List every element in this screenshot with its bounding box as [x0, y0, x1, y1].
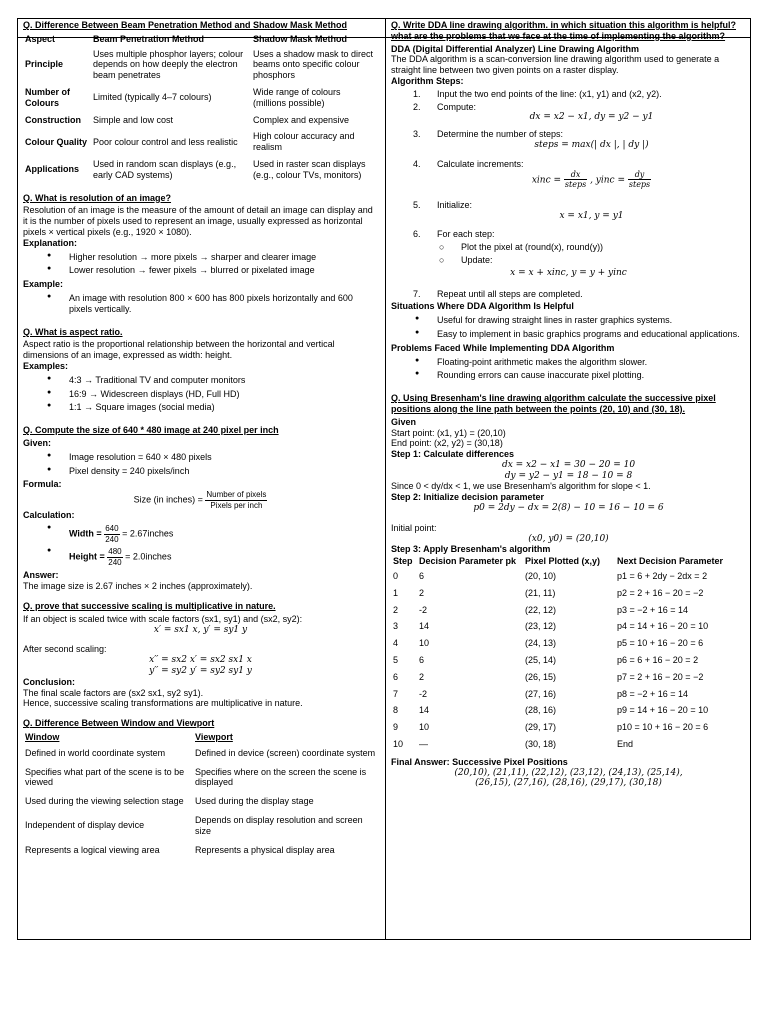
resolution-title: Q. What is resolution of an image? — [23, 192, 172, 203]
table-row — [391, 568, 746, 585]
bresenham-title: Q. Using Bresenham's line drawing algorithm calculate the successive pixel positions along the line path between the points (20, 10) and (30, 18). — [391, 393, 716, 414]
list-item: ● Useful for drawing straight lines in raster graphics systems. — [391, 315, 746, 326]
table-cell: End — [617, 739, 634, 750]
eq-part: , yinc = — [590, 175, 625, 186]
table-cell: Represents a physical display area — [195, 844, 335, 855]
step-text: Compute: — [437, 101, 477, 112]
list-item: ● Image resolution = 640 × 480 pixels — [23, 452, 378, 463]
table-cell: p4 = 14 + 16 − 20 = 10 — [617, 621, 709, 632]
step-text: Initialize: — [437, 199, 473, 210]
table-row — [391, 618, 746, 635]
table-row — [391, 602, 746, 619]
left-column — [23, 20, 378, 859]
width-label: Width = — [69, 528, 102, 539]
list-item: ● Rounding errors can cause inaccurate pixel plotting. — [391, 370, 746, 381]
eq-den: steps — [564, 180, 587, 190]
list-item: ● Higher resolution → more pixels → sharper and clearer image — [23, 252, 378, 263]
update-equation: x = x + xinc, y = y + yinc — [510, 267, 627, 278]
formula — [23, 490, 378, 510]
table-cell: -2 — [419, 688, 428, 699]
beam-header-cell: Beam Penetration Method — [93, 33, 205, 44]
table-cell: 14 — [419, 621, 430, 632]
list-item: 4. Calculate increments: xinc = $\frac{dx}{\text{steps}}$ , yinc = $\frac{dy}{\text{steps}}$ — [391, 159, 746, 190]
table-cell: (29, 17) — [525, 722, 557, 733]
table-row — [23, 811, 378, 841]
slope-note: Since 0 < dy/dx < 1, we use Bresenham's algorithm for slope < 1. — [391, 481, 651, 492]
beam-header-cell: Aspect — [25, 33, 56, 44]
table-row — [23, 128, 378, 156]
conclusion-1: The final scale factors are (sx2 sx1, sy2 sy1). — [23, 687, 204, 698]
resolution-definition: Resolution of an image is the measure of the amount of detail an image can display and it is the number of pixels used to represent an image, usually expressed as horizontal pixels × vertical pixels (e.g., 1920 × 1080). — [23, 205, 373, 237]
step-equation: x = x1, y = y1 — [559, 210, 624, 221]
table-row — [391, 686, 746, 703]
scaling-eq3: y′′ = sy2 y′ = sy2 sy1 y — [149, 666, 252, 677]
table-cell: p3 = −2 + 16 = 14 — [617, 604, 689, 615]
formula-label: Formula: — [23, 479, 62, 490]
table-row — [23, 112, 378, 129]
table-cell: 14 — [419, 705, 430, 716]
table-row — [391, 635, 746, 652]
table-cell: Uses multiple phosphor layers; colour depends on how deeply the electron beam penetrates — [93, 48, 244, 81]
bres-header-cell: Decision Parameter pk — [419, 556, 517, 567]
height-calc — [23, 547, 378, 567]
table-cell: 10 — [419, 638, 430, 649]
steps-label: Algorithm Steps: — [391, 75, 464, 86]
final-line-2: (26,15), (27,16), (28,16), (29,17), (30,18) — [475, 778, 662, 789]
table-cell: Specifies what part of the scene is to be viewed — [25, 766, 185, 788]
example-label: Example: — [23, 279, 64, 290]
bresenham-header-row — [391, 555, 746, 568]
table-cell: (21, 11) — [525, 587, 556, 598]
start-point: Start point: (x1, y1) = (20,10) — [391, 427, 506, 438]
table-cell: p7 = 2 + 16 − 20 = −2 — [617, 671, 704, 682]
table-cell: 9 — [393, 722, 399, 733]
table-cell: p5 = 10 + 16 − 20 = 6 — [617, 638, 704, 649]
conclusion-label: Conclusion: — [23, 676, 75, 687]
table-cell: Specifies where on the screen the scene is displayed — [195, 766, 367, 788]
window-header-cell: Window — [25, 732, 60, 743]
table-row — [391, 669, 746, 686]
width-result: = 2.67inches — [122, 528, 174, 539]
p0-equation: p0 = 2dy − dx = 2(8) − 10 = 16 − 10 = 6 — [473, 503, 664, 514]
height-label: Height = — [69, 551, 105, 562]
step-text: Calculate increments: — [437, 158, 524, 169]
width-calc — [23, 524, 378, 544]
table-row — [23, 841, 378, 860]
table-row — [23, 744, 378, 763]
eq-num: dx — [564, 170, 587, 181]
table-cell: Construction — [25, 114, 81, 125]
table-cell: Independent of display device — [25, 820, 145, 831]
height-num: 480 — [108, 547, 122, 557]
dda-title: Q. Write DDA line drawing algorithm. in which situation this algorithm is helpful? what are the problems that we face at the time of implementing the algorithm? — [391, 20, 737, 41]
beam-header-row — [23, 33, 378, 46]
table-cell: (27, 16) — [525, 688, 557, 699]
table-row — [391, 736, 746, 753]
column-divider — [385, 19, 386, 939]
formula-denominator: Pixels per inch — [210, 500, 263, 510]
table-row — [23, 156, 378, 184]
width-den: 240 — [105, 534, 119, 544]
table-cell: 10 — [393, 739, 404, 750]
table-cell: p8 = −2 + 16 = 14 — [617, 688, 689, 699]
width-num: 640 — [105, 524, 119, 534]
table-cell: Used in raster scan displays (e.g., colour TVs, monitors) — [253, 158, 366, 180]
aspect-title: Q. What is aspect ratio. — [23, 326, 123, 337]
bres-header-cell: Pixel Plotted (x,y) — [525, 556, 601, 567]
table-cell: 8 — [393, 705, 399, 716]
list-item: ● Floating-point arithmetic makes the algorithm slower. — [391, 357, 746, 368]
list-item: 2. Compute: dx = x2 − x1, dy = y2 − y1 — [391, 102, 746, 124]
list-item: ● Easy to implement in basic graphics programs and educational applications. — [391, 329, 746, 340]
table-cell: 7 — [393, 688, 399, 699]
answer-text: The image size is 2.67 inches × 2 inches (approximately). — [23, 581, 253, 592]
sub-item: ○ Update: — [391, 255, 746, 266]
table-cell: 5 — [393, 655, 399, 666]
after-label: After second scaling: — [23, 644, 107, 655]
bres-header-cell: Step — [393, 556, 413, 567]
table-row — [391, 719, 746, 736]
helpful-label: Situations Where DDA Algorithm Is Helpful — [391, 301, 574, 312]
table-cell: 3 — [393, 621, 399, 632]
step1-label: Step 1: Calculate differences — [391, 449, 515, 460]
dy-equation: dy = y2 − y1 = 18 − 10 = 8 — [504, 470, 633, 481]
table-cell: Applications — [25, 164, 80, 175]
given-label: Given: — [23, 437, 52, 448]
beam-title: Q. Difference Between Beam Penetration Method and Shadow Mask Method — [23, 20, 348, 30]
table-cell: Uses a shadow mask to direct beams onto specific colour phosphors — [253, 48, 374, 81]
table-cell: (30, 18) — [525, 739, 557, 750]
window-table — [23, 731, 378, 859]
initial-label: Initial point: — [391, 522, 437, 533]
width-fraction — [104, 524, 119, 544]
answer-label: Answer: — [23, 570, 59, 581]
table-cell: Simple and low cost — [93, 114, 174, 125]
table-row — [23, 792, 378, 811]
table-cell: (26, 15) — [525, 671, 557, 682]
list-item: ● 1:1 → Square images (social media) — [23, 402, 378, 413]
table-cell: p10 = 10 + 16 − 20 = 6 — [617, 722, 709, 733]
final-label: Final Answer: Successive Pixel Positions — [391, 756, 568, 767]
table-row — [391, 585, 746, 602]
scaling-eq1: x′ = sx1 x, y′ = sy1 y — [153, 624, 248, 635]
table-cell: High colour accuracy and realism — [253, 131, 355, 153]
window-header-cell: Viewport — [195, 732, 233, 743]
step-equation: dx = x2 − x1, dy = y2 − y1 — [529, 112, 654, 123]
table-cell: Used during the viewing selection stage — [25, 796, 184, 807]
table-cell: Principle — [25, 59, 64, 70]
table-row — [23, 46, 378, 84]
eq-den: steps — [628, 180, 651, 190]
table-cell: Used in random scan displays (e.g., early CAD systems) — [93, 158, 237, 180]
dda-intro: The DDA algorithm is a scan-conversion line drawing algorithm used to generate a straight line between two given points on a raster display. — [391, 54, 720, 76]
calculation-label: Calculation: — [23, 510, 75, 521]
table-cell: — — [419, 739, 428, 750]
table-row — [23, 763, 378, 793]
beam-header-cell: Shadow Mask Method — [253, 33, 348, 44]
bresenham-table — [391, 555, 746, 753]
table-row — [391, 702, 746, 719]
step2-label: Step 2: Initialize decision parameter — [391, 492, 545, 503]
list-item: ● 16:9 → Widescreen displays (HD, Full HD) — [23, 389, 378, 400]
height-fraction — [107, 547, 122, 567]
table-cell: 2 — [393, 604, 399, 615]
window-header-row — [23, 731, 378, 744]
list-item: ● Lower resolution → fewer pixels → blurred or pixelated image — [23, 265, 378, 276]
table-cell: p9 = 14 + 16 − 20 = 10 — [617, 705, 709, 716]
table-cell: 2 — [419, 587, 425, 598]
formula-fraction — [205, 490, 267, 510]
list-item: ● 4:3 → Traditional TV and computer monitors — [23, 375, 378, 386]
table-cell: (23, 12) — [525, 621, 557, 632]
table-cell: Colour Quality — [25, 136, 88, 147]
step-text: Determine the number of steps: — [437, 129, 564, 140]
table-cell: p1 = 6 + 2dy − 2dx = 2 — [617, 571, 708, 582]
table-cell: Wide range of colours (millions possible) — [253, 86, 341, 108]
list-item: ● Pixel density = 240 pixels/inch — [23, 466, 378, 477]
table-cell: Depends on display resolution and screen size — [195, 815, 363, 836]
step3-label: Step 3: Apply Bresenham's algorithm — [391, 544, 551, 555]
table-row — [391, 652, 746, 669]
final-line-1: (20,10), (21,11), (22,12), (23,12), (24,13), (25,14), — [454, 767, 683, 778]
table-cell: Number of Colours — [25, 86, 70, 108]
sub-item: ○ Plot the pixel at (round(x), round(y)) — [391, 242, 746, 253]
aspect-definition: Aspect ratio is the proportional relationship between the horizontal and vertical dimensions of an image, expressed as width: height. — [23, 339, 335, 361]
dx-equation: dx = x2 − x1 = 30 − 20 = 10 — [501, 459, 636, 470]
table-cell: 1 — [393, 587, 399, 598]
table-row — [23, 84, 378, 112]
table-cell: -2 — [419, 604, 428, 615]
step-text: Repeat until all steps are completed. — [437, 288, 583, 299]
given-label: Given — [391, 416, 417, 427]
table-cell: 4 — [393, 638, 399, 649]
table-cell: 2 — [419, 671, 425, 682]
formula-numerator: Number of pixels — [206, 490, 267, 500]
list-item: ● An image with resolution 800 × 600 has 800 pixels horizontally and 600 pixels vertically. — [23, 293, 378, 315]
table-cell: Complex and expensive — [253, 114, 350, 125]
table-cell: Used during the display stage — [195, 796, 314, 807]
explanation-label: Explanation: — [23, 237, 78, 248]
height-den: 240 — [108, 557, 122, 567]
eq-num: dy — [628, 170, 651, 181]
scaling-intro: If an object is scaled twice with scale factors (sx1, sy1) and (sx2, sy2): — [23, 613, 303, 624]
table-cell: Poor colour control and less realistic — [93, 136, 238, 147]
table-cell: p2 = 2 + 16 − 20 = −2 — [617, 587, 704, 598]
bres-header-cell: Next Decision Parameter — [617, 556, 724, 567]
table-cell: p6 = 6 + 16 − 20 = 2 — [617, 655, 699, 666]
step-text: For each step: — [437, 229, 495, 240]
table-cell: (24, 13) — [525, 638, 557, 649]
formula-lhs: Size (in inches) = — [133, 494, 203, 505]
dda-subtitle: DDA (Digital Differential Analyzer) Line Drawing Algorithm — [391, 43, 640, 54]
scaling-eq2: x′′ = sx2 x′ = sx2 sx1 x — [149, 655, 252, 666]
right-column — [391, 20, 746, 789]
table-cell: Defined in world coordinate system — [25, 747, 166, 758]
conclusion-2: Hence, successive scaling transformations are multiplicative in nature. — [23, 698, 303, 709]
initial-point: (x0, y0) = (20,10) — [528, 533, 609, 544]
list-item: 7. Repeat until all steps are completed. — [413, 288, 583, 299]
table-cell: Limited (typically 4–7 colours) — [93, 92, 212, 103]
table-cell: (28, 16) — [525, 705, 557, 716]
list-item: 1. Input the two end points of the line: (x1, y1) and (x2, y2). — [413, 88, 662, 99]
table-cell: (25, 14) — [525, 655, 557, 666]
table-cell: 10 — [419, 722, 430, 733]
table-cell: 6 — [419, 571, 425, 582]
table-cell: 6 — [393, 671, 399, 682]
step-equation — [437, 170, 746, 190]
compute-title: Q. Compute the size of 640 * 480 image at 240 pixel per inch — [23, 425, 279, 436]
window-title: Q. Difference Between Window and Viewport — [23, 718, 215, 729]
list-item: 6. For each step: — [413, 229, 495, 240]
list-item: 5. Initialize: x = x1, y = y1 — [391, 200, 746, 222]
table-cell: Defined in device (screen) coordinate system — [195, 747, 376, 758]
step-text: Input the two end points of the line: (x1, y1) and (x2, y2). — [437, 88, 662, 99]
table-cell: Represents a logical viewing area — [25, 844, 160, 855]
end-point: End point: (x2, y2) = (30,18) — [391, 438, 503, 449]
eq-part: xinc = — [531, 175, 562, 186]
scaling-title: Q. prove that successive scaling is multiplicative in nature. — [23, 601, 276, 612]
examples-label: Examples: — [23, 360, 69, 371]
problems-label: Problems Faced While Implementing DDA Algorithm — [391, 342, 615, 353]
height-result: = 2.0inches — [125, 551, 172, 562]
table-cell: 0 — [393, 571, 399, 582]
beam-table — [23, 33, 378, 184]
table-cell: 6 — [419, 655, 425, 666]
table-cell: (20, 10) — [525, 571, 557, 582]
table-cell: (22, 12) — [525, 604, 557, 615]
list-item: 3. Determine the number of steps: steps = max(| dx |, | dy |) — [391, 129, 746, 151]
step-equation: steps = max(| dx |, | dy |) — [534, 139, 649, 150]
